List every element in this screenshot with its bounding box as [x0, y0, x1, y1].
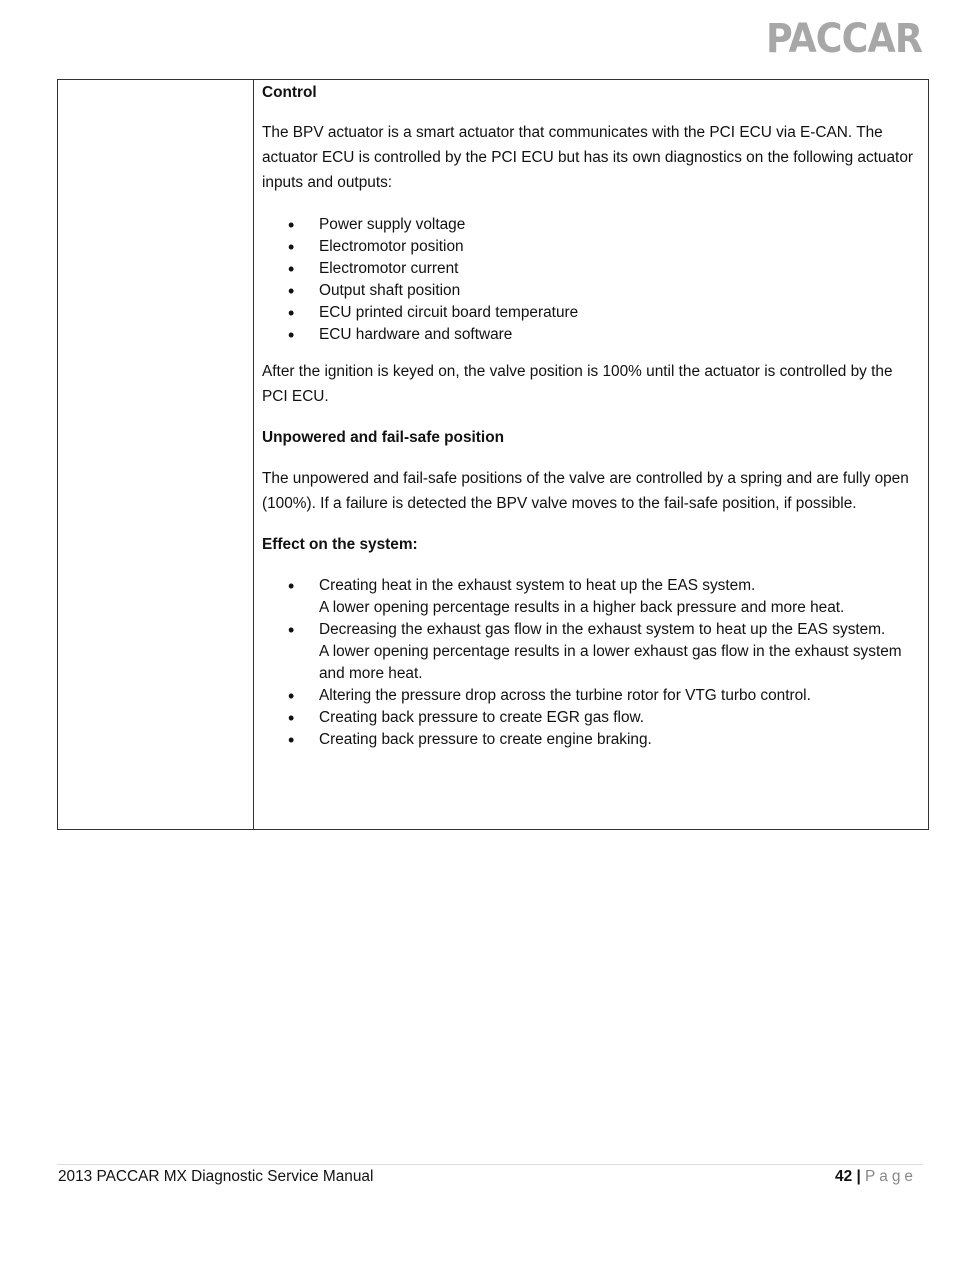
list-item [262, 619, 922, 685]
list-item-sub: A lower opening percentage results in a higher back pressure and more heat. [319, 599, 845, 616]
list-item-main: Decreasing the exhaust gas flow in the exhaust system to heat up the EAS system. [319, 621, 886, 638]
effect-list [262, 575, 922, 751]
list-item-main: Creating back pressure to create engine braking. [319, 731, 652, 748]
list-item [262, 575, 922, 619]
list-item-main: Altering the pressure drop across the turbine rotor for VTG turbo control. [319, 687, 811, 704]
list-item: • Electromotor current [262, 258, 922, 280]
page-label: Page [865, 1168, 917, 1185]
logo-text: PACCAR [766, 18, 923, 56]
control-heading: Control [262, 84, 317, 101]
footer-title: 2013 PACCAR MX Diagnostic Service Manual [58, 1168, 374, 1185]
content-table [57, 79, 929, 830]
page-separator: | [856, 1168, 861, 1185]
effect-heading: Effect on the system: [262, 536, 418, 553]
list-item: • Power supply voltage [262, 214, 922, 236]
list-item [262, 685, 922, 707]
control-list [262, 214, 922, 346]
table-left-column [58, 80, 254, 829]
unpowered-paragraph: The unpowered and fail-safe positions of the valve are controlled by a spring and are fully open (100%). If a failure is detected the BPV valve moves to the fail-safe position, if possible. [262, 470, 909, 512]
list-item: • Electromotor position [262, 236, 922, 258]
control-paragraph: The BPV actuator is a smart actuator that communicates with the PCI ECU via E-CAN. The actuator ECU is controlled by the PCI ECU but has its own diagnostics on the following actuator inputs and outputs: [262, 124, 914, 191]
list-item [262, 707, 922, 729]
paccar-logo [766, 18, 924, 56]
list-item: • ECU hardware and software [262, 324, 922, 346]
list-item-sub: A lower opening percentage results in a lower exhaust gas flow in the exhaust system and more heat. [319, 643, 902, 682]
unpowered-heading: Unpowered and fail-safe position [262, 429, 504, 446]
list-item [262, 729, 922, 751]
list-item-main: Creating heat in the exhaust system to heat up the EAS system. [319, 577, 756, 594]
ignition-paragraph: After the ignition is keyed on, the valve position is 100% until the actuator is controlled by the PCI ECU. [262, 363, 893, 405]
table-right-column [262, 80, 922, 751]
list-item-main: Creating back pressure to create EGR gas flow. [319, 709, 645, 726]
list-item: • ECU printed circuit board temperature [262, 302, 922, 324]
footer-divider [57, 1164, 923, 1165]
page-indicator [835, 1168, 917, 1186]
list-item: • Output shaft position [262, 280, 922, 302]
page-number: 42 [835, 1168, 853, 1185]
